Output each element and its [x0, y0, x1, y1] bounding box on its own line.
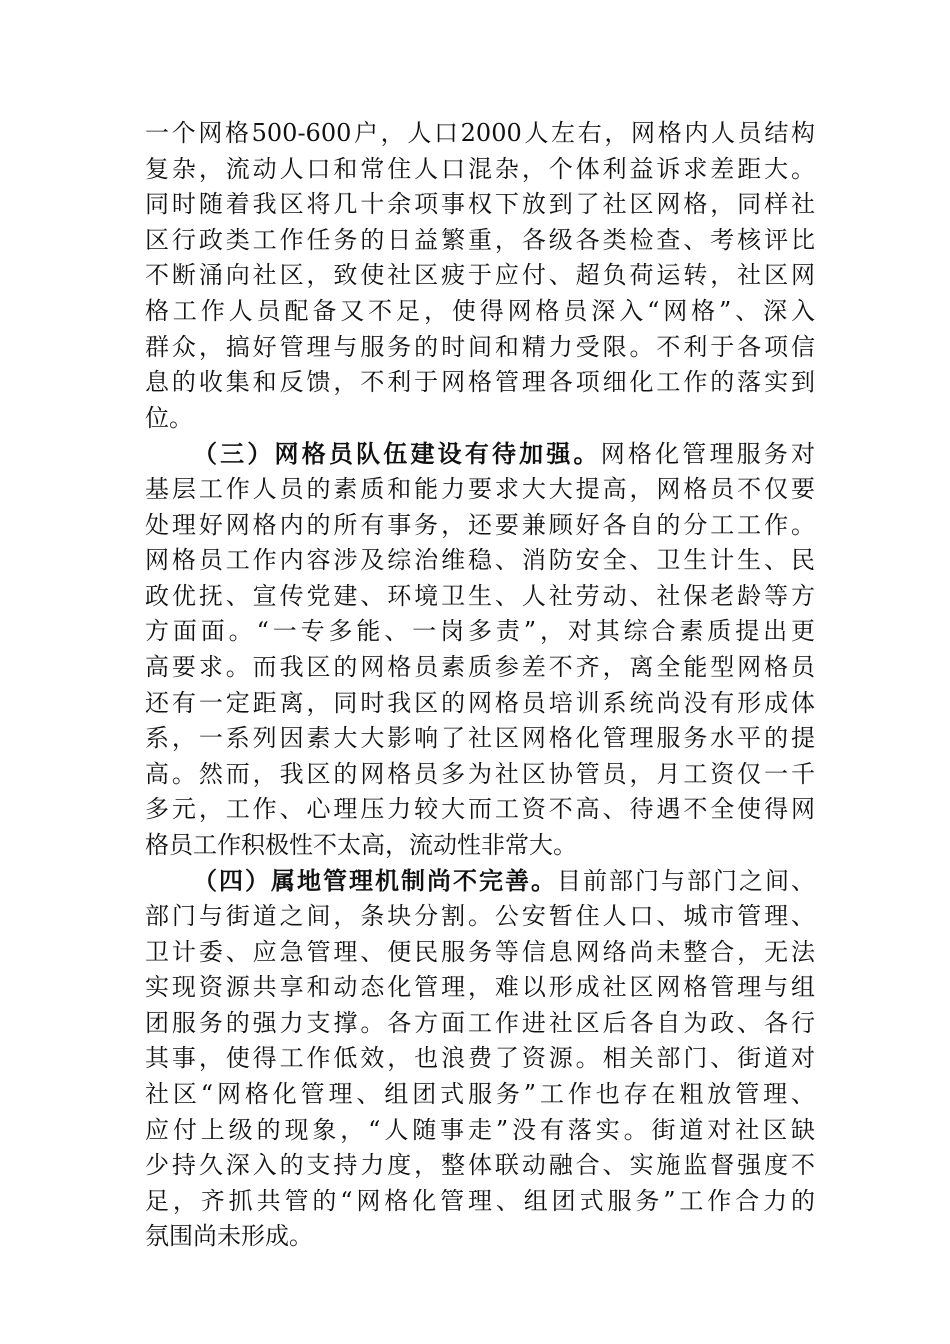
document-body — [145, 116, 815, 1255]
text-line: 网格员工作内容涉及综治维稳、消防安全、卫生计生、民 — [145, 546, 815, 575]
text-line: 氛围尚未形成。 — [145, 1222, 313, 1251]
text-line: 不断涌向社区，致使社区疲于应付、超负荷运转，社区网 — [145, 261, 815, 290]
text-line-first — [145, 863, 815, 899]
text-line: 团服务的强力支撑。各方面工作进社区后各自为政、各行 — [145, 1008, 815, 1037]
text-line: 复杂，流动人口和常住人口混杂，个体利益诉求差距大。 — [145, 154, 815, 183]
text-line: 基层工作人员的素质和能力要求大大提高，网格员不仅要 — [145, 474, 815, 503]
text-line: 格工作人员配备又不足，使得网格员深入“网格”、深入 — [145, 296, 815, 325]
text-line: 实现资源共享和动态化管理，难以形成社区网格管理与组 — [145, 973, 815, 1002]
text-line: 高要求。而我区的网格员素质参差不齐，离全能型网格员 — [145, 652, 815, 681]
text-line: 足，齐抓共管的“网格化管理、组团式服务”工作合力的 — [145, 1186, 815, 1215]
text-line: 其事，使得工作低效，也浪费了资源。相关部门、街道对 — [145, 1044, 815, 1073]
text-line: 多元，工作、心理压力较大而工资不高、待遇不全使得网 — [145, 795, 815, 824]
text-line: 处理好网格内的所有事务，还要兼顾好各自的分工工作。 — [145, 510, 815, 539]
section-heading: （三）网格员队伍建设有待加强。 — [193, 439, 601, 469]
paragraph-territorial-management — [145, 863, 815, 1255]
text-line: 少持久深入的支持力度，整体联动融合、实施监督强度不 — [145, 1151, 815, 1180]
text-line: 方面面。“一专多能、一岗多责”，对其综合素质提出更 — [145, 617, 815, 646]
section-heading: （四）属地管理机制尚不完善。 — [193, 866, 557, 896]
text-line: 群众，搞好管理与服务的时间和精力受限。不利于各项信 — [145, 332, 815, 361]
text-line: 部门与街道之间，条块分割。公安暂住人口、城市管理、 — [145, 902, 815, 931]
text-line-first — [145, 436, 815, 472]
paragraph-grid-staffing — [145, 116, 815, 436]
text-line: 一个网格500-600户，人口2000人左右，网格内人员结构 — [145, 119, 815, 147]
text-line: 格员工作积极性不太高，流动性非常大。 — [145, 830, 577, 859]
text-line: 政优抚、宣传党建、环境卫生、人社劳动、社保老龄等方 — [145, 581, 815, 610]
text-line: 息的收集和反馈，不利于网格管理各项细化工作的落实到 — [145, 368, 815, 397]
text-run: 目前部门与部门之间、 — [557, 867, 815, 896]
text-line: 位。 — [145, 403, 193, 432]
text-run: 网格化管理服务对 — [600, 440, 816, 469]
text-line: 应付上级的现象，“人随事走”没有落实。街道对社区缺 — [145, 1115, 815, 1144]
text-line: 卫计委、应急管理、便民服务等信息网络尚未整合，无法 — [145, 937, 815, 966]
text-line: 系，一系列因素大大影响了社区网格化管理服务水平的提 — [145, 724, 815, 753]
text-line: 还有一定距离，同时我区的网格员培训系统尚没有形成体 — [145, 688, 815, 717]
text-line: 高。然而，我区的网格员多为社区协管员，月工资仅一千 — [145, 759, 815, 788]
text-line: 区行政类工作任务的日益繁重，各级各类检查、考核评比 — [145, 225, 815, 254]
text-line: 同时随着我区将几十余项事权下放到了社区网格，同样社 — [145, 190, 815, 219]
text-line: 社区“网格化管理、组团式服务”工作也存在粗放管理、 — [145, 1080, 815, 1109]
paragraph-grid-team-building — [145, 436, 815, 863]
